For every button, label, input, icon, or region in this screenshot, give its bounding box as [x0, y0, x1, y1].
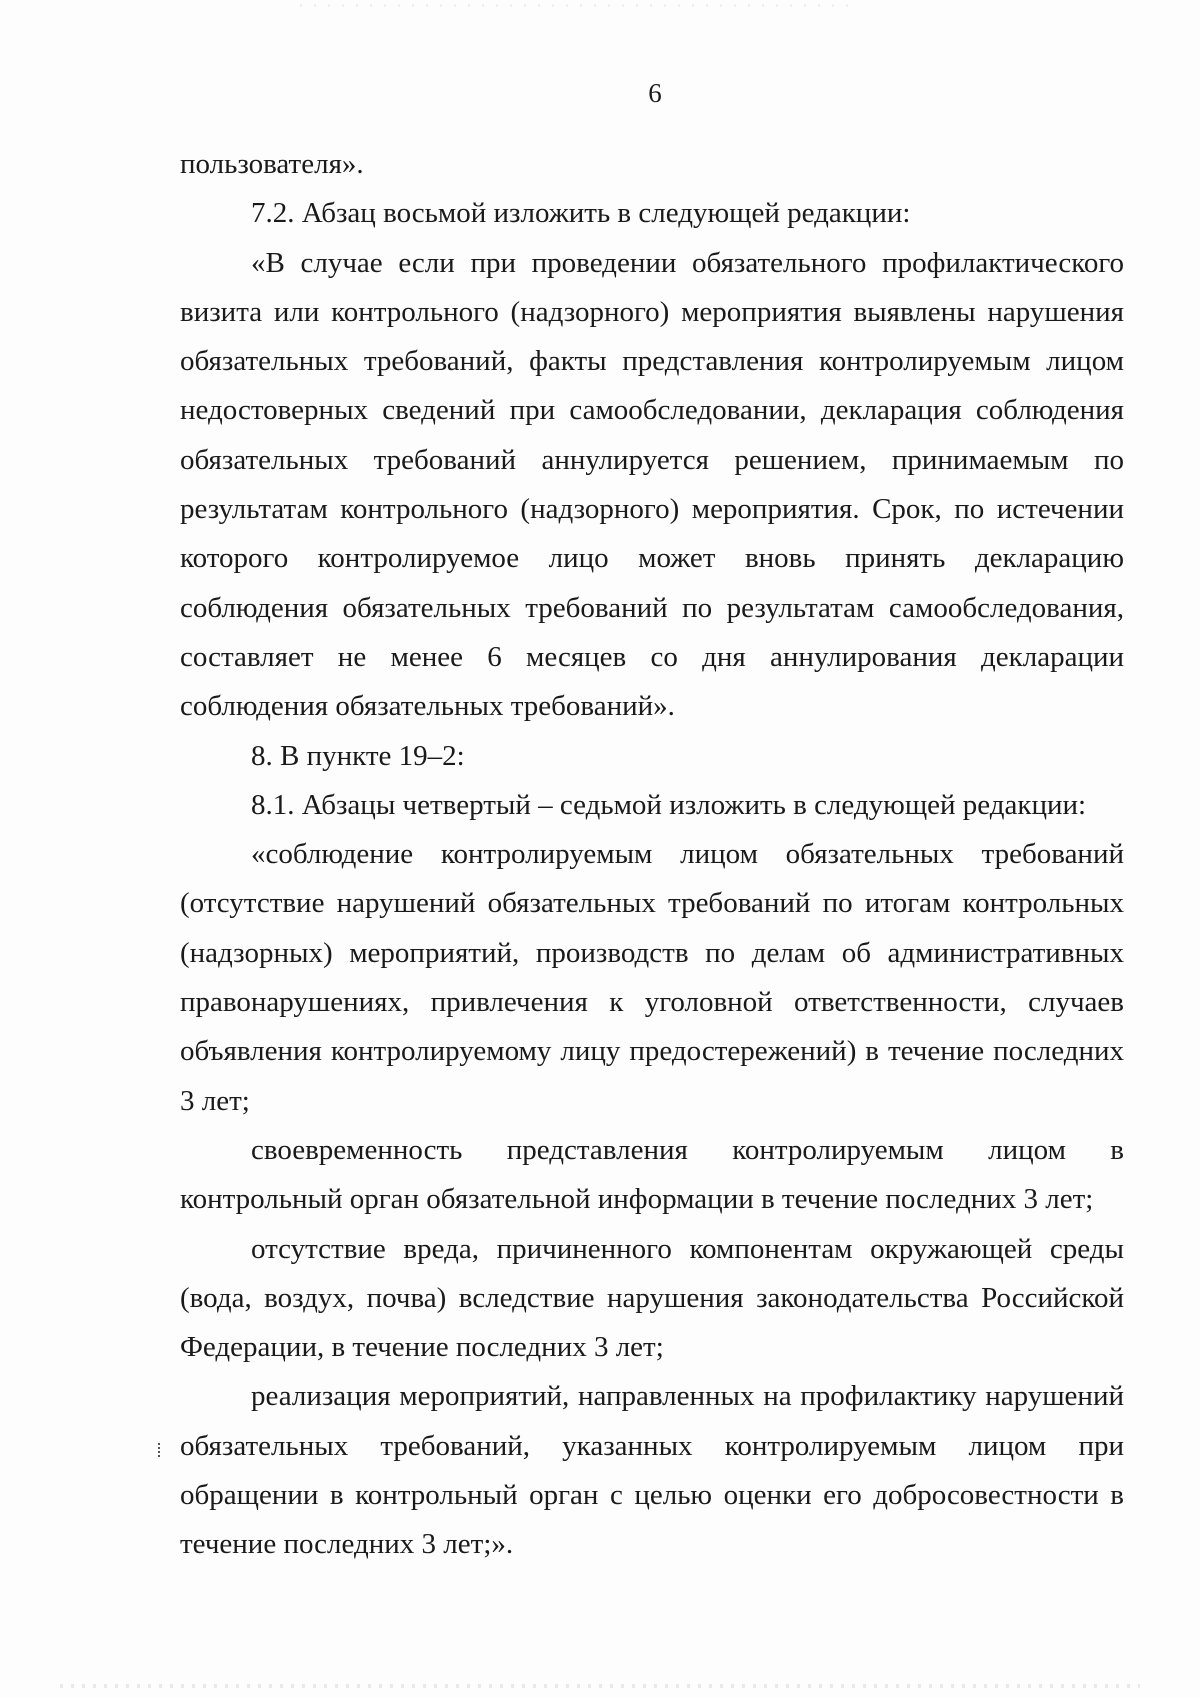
paragraph-7-2-heading: 7.2. Абзац восьмой изложить в следующей редакции: [251, 197, 911, 230]
margin-mark [158, 1443, 162, 1457]
scan-artifact-bottom [60, 1684, 1140, 1688]
paragraph-no-harm: отсутствие вреда, причиненного компонентам окружающей среды (вода, воздух, почва) вследствие нарушения законодательства Российской Федерации, в течение последних 3 лет; [180, 1232, 1124, 1364]
paragraph-8-heading: 8. В пункте 19–2: [251, 739, 465, 772]
paragraph-timeliness: своевременность представления контролируемым лицом в контрольный орган обязательной информации в течение последних 3 лет; [180, 1133, 1124, 1216]
paragraph-compliance: «соблюдение контролируемым лицом обязательных требований (отсутствие нарушений обязательных требований по итогам контрольных (надзорных) мероприятий, производств по делам об административных правонарушениях, привлечения к уголовной ответственности, случаев объявления контролируемому лицу предостережений) в течение последних 3 лет; [180, 838, 1124, 1117]
scan-artifact-top [300, 4, 860, 7]
paragraph-8-1-heading: 8.1. Абзацы четвертый – седьмой изложить в следующей редакции: [251, 788, 1087, 821]
paragraph-continuation: пользователя». [180, 148, 364, 180]
document-body [180, 140, 1124, 1570]
page-number: 6 [648, 78, 662, 108]
paragraph-prevention: реализация мероприятий, направленных на профилактику нарушений обязательных требований, указанных контролируемым лицом при обращении в контрольный орган с целью оценки его добросовестности в течение последних 3 лет;». [180, 1380, 1124, 1561]
paragraph-7-2-text: «В случае если при проведении обязательного профилактического визита или контрольного (надзорного) мероприятия выявлены нарушения обязательных требований, факты представления контролируемым лицом недостоверных сведений при самообследовании, декларация соблюдения обязательных требований аннулируется решением, принимаемым по результатам контрольного (надзорного) мероприятия. Срок, по истечении которого контролируемое лицо может вновь принять декларацию соблюдения обязательных требований по результатам самообследования, составляет не менее 6 месяцев со дня аннулирования декларации соблюдения обязательных требований». [180, 246, 1124, 723]
